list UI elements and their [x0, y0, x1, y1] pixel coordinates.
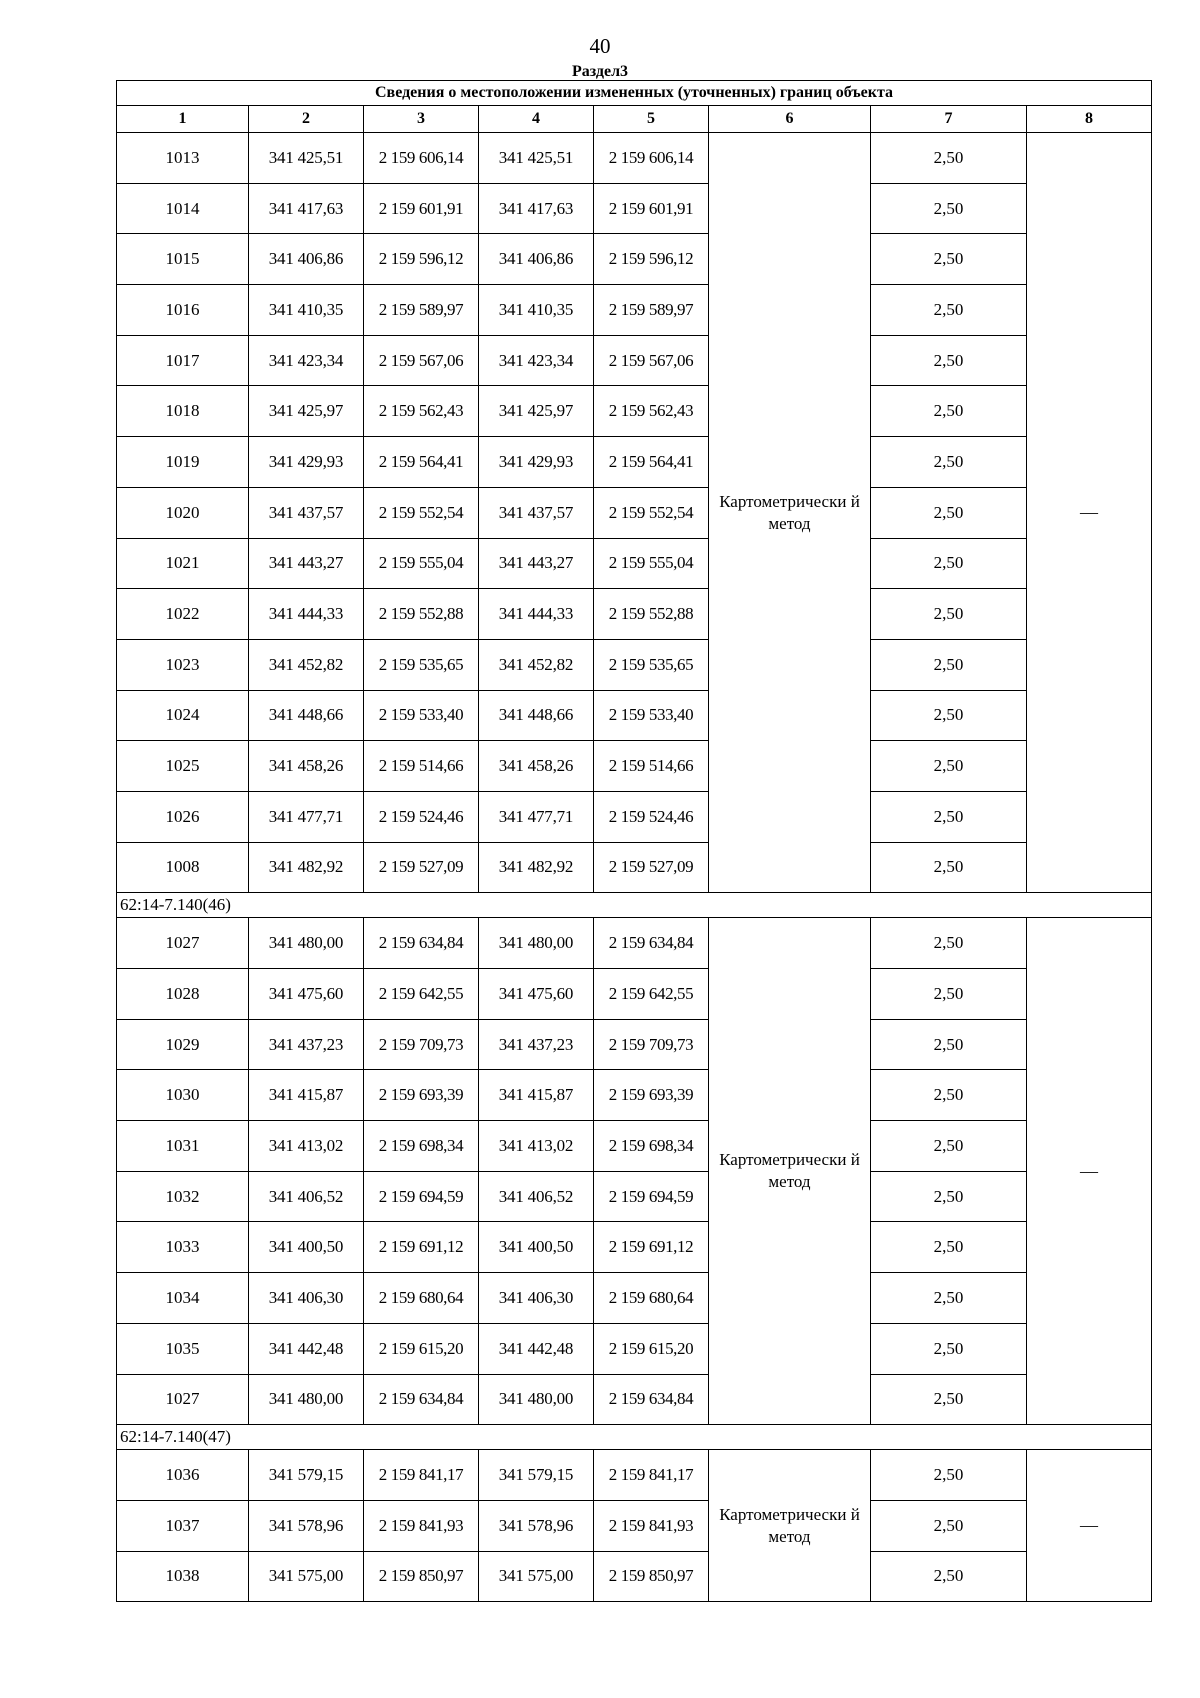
- accuracy-cell: 2,50: [871, 335, 1027, 386]
- x-coordinate-new-cell: 341 417,63: [479, 183, 594, 234]
- point-number-cell: 1036: [117, 1450, 249, 1501]
- x-coordinate-new-cell: 341 429,93: [479, 437, 594, 488]
- y-coordinate-cell: 2 159 552,88: [364, 589, 479, 640]
- group-label: 62:14-7.140(46): [117, 893, 1152, 918]
- x-coordinate-cell: 341 444,33: [249, 589, 364, 640]
- point-number-cell: 1024: [117, 690, 249, 741]
- x-coordinate-new-cell: 341 410,35: [479, 285, 594, 336]
- y-coordinate-new-cell: 2 159 691,12: [594, 1222, 709, 1273]
- point-number-cell: 1033: [117, 1222, 249, 1273]
- x-coordinate-cell: 341 475,60: [249, 969, 364, 1020]
- x-coordinate-new-cell: 341 437,23: [479, 1019, 594, 1070]
- y-coordinate-new-cell: 2 159 527,09: [594, 842, 709, 893]
- x-coordinate-new-cell: 341 406,86: [479, 234, 594, 285]
- accuracy-cell: 2,50: [871, 1551, 1027, 1602]
- y-coordinate-cell: 2 159 596,12: [364, 234, 479, 285]
- table-row: [117, 690, 1152, 741]
- table-row: [117, 639, 1152, 690]
- x-coordinate-new-cell: 341 475,60: [479, 969, 594, 1020]
- y-coordinate-new-cell: 2 159 601,91: [594, 183, 709, 234]
- y-coordinate-new-cell: 2 159 535,65: [594, 639, 709, 690]
- y-coordinate-cell: 2 159 527,09: [364, 842, 479, 893]
- accuracy-cell: 2,50: [871, 1019, 1027, 1070]
- y-coordinate-new-cell: 2 159 514,66: [594, 741, 709, 792]
- y-coordinate-cell: 2 159 698,34: [364, 1121, 479, 1172]
- y-coordinate-cell: 2 159 691,12: [364, 1222, 479, 1273]
- group-label-row: [117, 1425, 1152, 1450]
- x-coordinate-new-cell: 341 444,33: [479, 589, 594, 640]
- table-row: [117, 1551, 1152, 1602]
- y-coordinate-new-cell: 2 159 596,12: [594, 234, 709, 285]
- table-row: [117, 437, 1152, 488]
- y-coordinate-cell: 2 159 555,04: [364, 538, 479, 589]
- x-coordinate-cell: 341 480,00: [249, 1374, 364, 1425]
- point-number-cell: 1014: [117, 183, 249, 234]
- method-cell: Картометрически й метод: [709, 918, 871, 1425]
- accuracy-cell: 2,50: [871, 133, 1027, 184]
- column-header: 5: [594, 106, 709, 133]
- x-coordinate-cell: 341 423,34: [249, 335, 364, 386]
- x-coordinate-cell: 341 442,48: [249, 1323, 364, 1374]
- y-coordinate-cell: 2 159 841,17: [364, 1450, 479, 1501]
- table-row: [117, 1070, 1152, 1121]
- x-coordinate-cell: 341 413,02: [249, 1121, 364, 1172]
- note-cell: —: [1027, 1450, 1152, 1602]
- y-coordinate-new-cell: 2 159 567,06: [594, 335, 709, 386]
- note-cell: —: [1027, 133, 1152, 893]
- point-number-cell: 1027: [117, 918, 249, 969]
- x-coordinate-new-cell: 341 579,15: [479, 1450, 594, 1501]
- boundary-coordinates-table: [116, 80, 1152, 1602]
- accuracy-cell: 2,50: [871, 538, 1027, 589]
- accuracy-cell: 2,50: [871, 1121, 1027, 1172]
- accuracy-cell: 2,50: [871, 1171, 1027, 1222]
- x-coordinate-new-cell: 341 452,82: [479, 639, 594, 690]
- x-coordinate-new-cell: 341 480,00: [479, 1374, 594, 1425]
- x-coordinate-cell: 341 410,35: [249, 285, 364, 336]
- accuracy-cell: 2,50: [871, 741, 1027, 792]
- table-row: [117, 234, 1152, 285]
- x-coordinate-new-cell: 341 575,00: [479, 1551, 594, 1602]
- table-row: [117, 1323, 1152, 1374]
- group-label-row: [117, 893, 1152, 918]
- table-row: [117, 1222, 1152, 1273]
- point-number-cell: 1038: [117, 1551, 249, 1602]
- column-header: 7: [871, 106, 1027, 133]
- accuracy-cell: 2,50: [871, 183, 1027, 234]
- table-row: [117, 1374, 1152, 1425]
- y-coordinate-cell: 2 159 601,91: [364, 183, 479, 234]
- x-coordinate-cell: 341 482,92: [249, 842, 364, 893]
- y-coordinate-new-cell: 2 159 533,40: [594, 690, 709, 741]
- accuracy-cell: 2,50: [871, 969, 1027, 1020]
- y-coordinate-new-cell: 2 159 552,88: [594, 589, 709, 640]
- table-row: [117, 1171, 1152, 1222]
- point-number-cell: 1020: [117, 487, 249, 538]
- accuracy-cell: 2,50: [871, 285, 1027, 336]
- column-header: 2: [249, 106, 364, 133]
- point-number-cell: 1017: [117, 335, 249, 386]
- y-coordinate-cell: 2 159 589,97: [364, 285, 479, 336]
- table-row: [117, 386, 1152, 437]
- y-coordinate-new-cell: 2 159 634,84: [594, 918, 709, 969]
- x-coordinate-new-cell: 341 437,57: [479, 487, 594, 538]
- accuracy-cell: 2,50: [871, 1273, 1027, 1324]
- y-coordinate-cell: 2 159 642,55: [364, 969, 479, 1020]
- table-row: [117, 741, 1152, 792]
- accuracy-cell: 2,50: [871, 1450, 1027, 1501]
- y-coordinate-cell: 2 159 693,39: [364, 1070, 479, 1121]
- accuracy-cell: 2,50: [871, 1500, 1027, 1551]
- table-caption: Сведения о местоположении измененных (уточненных) границ объекта: [117, 81, 1152, 106]
- x-coordinate-cell: 341 406,30: [249, 1273, 364, 1324]
- accuracy-cell: 2,50: [871, 1374, 1027, 1425]
- x-coordinate-new-cell: 341 406,30: [479, 1273, 594, 1324]
- x-coordinate-new-cell: 341 477,71: [479, 791, 594, 842]
- y-coordinate-cell: 2 159 634,84: [364, 918, 479, 969]
- table-row: [117, 1019, 1152, 1070]
- table-row: [117, 183, 1152, 234]
- table-row: [117, 487, 1152, 538]
- x-coordinate-cell: 341 458,26: [249, 741, 364, 792]
- x-coordinate-new-cell: 341 425,51: [479, 133, 594, 184]
- x-coordinate-cell: 341 575,00: [249, 1551, 364, 1602]
- column-header: 6: [709, 106, 871, 133]
- column-header-row: [117, 106, 1152, 133]
- y-coordinate-new-cell: 2 159 841,17: [594, 1450, 709, 1501]
- x-coordinate-new-cell: 341 482,92: [479, 842, 594, 893]
- x-coordinate-new-cell: 341 442,48: [479, 1323, 594, 1374]
- accuracy-cell: 2,50: [871, 639, 1027, 690]
- y-coordinate-new-cell: 2 159 589,97: [594, 285, 709, 336]
- point-number-cell: 1019: [117, 437, 249, 488]
- x-coordinate-cell: 341 443,27: [249, 538, 364, 589]
- table-row: [117, 133, 1152, 184]
- table-row: [117, 791, 1152, 842]
- accuracy-cell: 2,50: [871, 487, 1027, 538]
- x-coordinate-new-cell: 341 423,34: [479, 335, 594, 386]
- x-coordinate-new-cell: 341 400,50: [479, 1222, 594, 1273]
- x-coordinate-new-cell: 341 443,27: [479, 538, 594, 589]
- accuracy-cell: 2,50: [871, 234, 1027, 285]
- y-coordinate-cell: 2 159 533,40: [364, 690, 479, 741]
- x-coordinate-new-cell: 341 448,66: [479, 690, 594, 741]
- point-number-cell: 1025: [117, 741, 249, 792]
- x-coordinate-cell: 341 448,66: [249, 690, 364, 741]
- y-coordinate-cell: 2 159 535,65: [364, 639, 479, 690]
- x-coordinate-cell: 341 480,00: [249, 918, 364, 969]
- column-header: 1: [117, 106, 249, 133]
- point-number-cell: 1027: [117, 1374, 249, 1425]
- point-number-cell: 1037: [117, 1500, 249, 1551]
- point-number-cell: 1015: [117, 234, 249, 285]
- column-header: 4: [479, 106, 594, 133]
- point-number-cell: 1029: [117, 1019, 249, 1070]
- y-coordinate-cell: 2 159 709,73: [364, 1019, 479, 1070]
- accuracy-cell: 2,50: [871, 589, 1027, 640]
- y-coordinate-new-cell: 2 159 850,97: [594, 1551, 709, 1602]
- table-row: [117, 589, 1152, 640]
- x-coordinate-cell: 341 429,93: [249, 437, 364, 488]
- y-coordinate-new-cell: 2 159 698,34: [594, 1121, 709, 1172]
- x-coordinate-cell: 341 406,86: [249, 234, 364, 285]
- method-cell: Картометрически й метод: [709, 1450, 871, 1602]
- point-number-cell: 1032: [117, 1171, 249, 1222]
- point-number-cell: 1035: [117, 1323, 249, 1374]
- note-cell: —: [1027, 918, 1152, 1425]
- y-coordinate-new-cell: 2 159 606,14: [594, 133, 709, 184]
- point-number-cell: 1026: [117, 791, 249, 842]
- y-coordinate-new-cell: 2 159 552,54: [594, 487, 709, 538]
- table-row: [117, 918, 1152, 969]
- y-coordinate-new-cell: 2 159 562,43: [594, 386, 709, 437]
- x-coordinate-cell: 341 477,71: [249, 791, 364, 842]
- table-row: [117, 538, 1152, 589]
- table-row: [117, 1121, 1152, 1172]
- point-number-cell: 1023: [117, 639, 249, 690]
- table-row: [117, 1500, 1152, 1551]
- x-coordinate-new-cell: 341 458,26: [479, 741, 594, 792]
- x-coordinate-new-cell: 341 406,52: [479, 1171, 594, 1222]
- y-coordinate-new-cell: 2 159 524,46: [594, 791, 709, 842]
- x-coordinate-new-cell: 341 425,97: [479, 386, 594, 437]
- table-caption-row: [117, 81, 1152, 106]
- y-coordinate-new-cell: 2 159 642,55: [594, 969, 709, 1020]
- x-coordinate-cell: 341 425,97: [249, 386, 364, 437]
- point-number-cell: 1013: [117, 133, 249, 184]
- table-row: [117, 1273, 1152, 1324]
- y-coordinate-cell: 2 159 850,97: [364, 1551, 479, 1602]
- x-coordinate-cell: 341 417,63: [249, 183, 364, 234]
- x-coordinate-cell: 341 400,50: [249, 1222, 364, 1273]
- table-row: [117, 842, 1152, 893]
- x-coordinate-new-cell: 341 415,87: [479, 1070, 594, 1121]
- accuracy-cell: 2,50: [871, 1323, 1027, 1374]
- table-row: [117, 969, 1152, 1020]
- y-coordinate-cell: 2 159 564,41: [364, 437, 479, 488]
- accuracy-cell: 2,50: [871, 437, 1027, 488]
- point-number-cell: 1034: [117, 1273, 249, 1324]
- x-coordinate-cell: 341 425,51: [249, 133, 364, 184]
- point-number-cell: 1008: [117, 842, 249, 893]
- column-header: 3: [364, 106, 479, 133]
- y-coordinate-cell: 2 159 680,64: [364, 1273, 479, 1324]
- point-number-cell: 1030: [117, 1070, 249, 1121]
- x-coordinate-cell: 341 415,87: [249, 1070, 364, 1121]
- table-row: [117, 335, 1152, 386]
- point-number-cell: 1016: [117, 285, 249, 336]
- x-coordinate-cell: 341 579,15: [249, 1450, 364, 1501]
- accuracy-cell: 2,50: [871, 1070, 1027, 1121]
- table-row: [117, 1450, 1152, 1501]
- y-coordinate-new-cell: 2 159 693,39: [594, 1070, 709, 1121]
- y-coordinate-cell: 2 159 567,06: [364, 335, 479, 386]
- y-coordinate-new-cell: 2 159 680,64: [594, 1273, 709, 1324]
- point-number-cell: 1021: [117, 538, 249, 589]
- accuracy-cell: 2,50: [871, 1222, 1027, 1273]
- y-coordinate-new-cell: 2 159 841,93: [594, 1500, 709, 1551]
- point-number-cell: 1031: [117, 1121, 249, 1172]
- y-coordinate-cell: 2 159 841,93: [364, 1500, 479, 1551]
- accuracy-cell: 2,50: [871, 386, 1027, 437]
- x-coordinate-new-cell: 341 578,96: [479, 1500, 594, 1551]
- point-number-cell: 1018: [117, 386, 249, 437]
- x-coordinate-new-cell: 341 413,02: [479, 1121, 594, 1172]
- y-coordinate-cell: 2 159 524,46: [364, 791, 479, 842]
- section-title: Раздел3: [571, 63, 629, 80]
- accuracy-cell: 2,50: [871, 690, 1027, 741]
- y-coordinate-cell: 2 159 562,43: [364, 386, 479, 437]
- y-coordinate-new-cell: 2 159 555,04: [594, 538, 709, 589]
- table-row: [117, 285, 1152, 336]
- accuracy-cell: 2,50: [871, 791, 1027, 842]
- x-coordinate-cell: 341 406,52: [249, 1171, 364, 1222]
- x-coordinate-new-cell: 341 480,00: [479, 918, 594, 969]
- column-header: 8: [1027, 106, 1152, 133]
- x-coordinate-cell: 341 437,23: [249, 1019, 364, 1070]
- group-label: 62:14-7.140(47): [117, 1425, 1152, 1450]
- y-coordinate-cell: 2 159 694,59: [364, 1171, 479, 1222]
- y-coordinate-cell: 2 159 552,54: [364, 487, 479, 538]
- y-coordinate-cell: 2 159 514,66: [364, 741, 479, 792]
- point-number-cell: 1028: [117, 969, 249, 1020]
- y-coordinate-new-cell: 2 159 564,41: [594, 437, 709, 488]
- x-coordinate-cell: 341 452,82: [249, 639, 364, 690]
- y-coordinate-cell: 2 159 634,84: [364, 1374, 479, 1425]
- page-number: 40: [589, 34, 611, 58]
- accuracy-cell: 2,50: [871, 918, 1027, 969]
- y-coordinate-cell: 2 159 606,14: [364, 133, 479, 184]
- y-coordinate-new-cell: 2 159 615,20: [594, 1323, 709, 1374]
- y-coordinate-new-cell: 2 159 634,84: [594, 1374, 709, 1425]
- x-coordinate-cell: 341 578,96: [249, 1500, 364, 1551]
- y-coordinate-new-cell: 2 159 694,59: [594, 1171, 709, 1222]
- y-coordinate-new-cell: 2 159 709,73: [594, 1019, 709, 1070]
- point-number-cell: 1022: [117, 589, 249, 640]
- x-coordinate-cell: 341 437,57: [249, 487, 364, 538]
- method-cell: Картометрически й метод: [709, 133, 871, 893]
- accuracy-cell: 2,50: [871, 842, 1027, 893]
- y-coordinate-cell: 2 159 615,20: [364, 1323, 479, 1374]
